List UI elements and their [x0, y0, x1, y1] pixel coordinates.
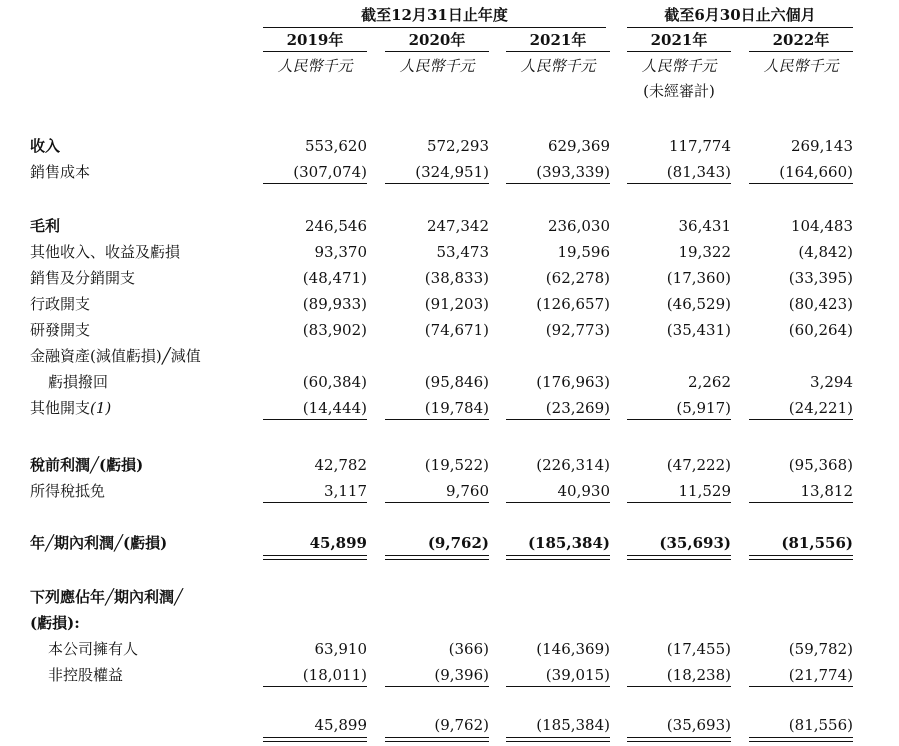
cell-admin-2021: (126,657): [536, 295, 610, 313]
cell-tax-2020: 9,760: [446, 482, 489, 500]
cell-gross-2020: 247,342: [426, 217, 489, 235]
total-double-rule: [749, 555, 853, 556]
year-group-rule: [263, 27, 606, 28]
cell-nci-h2022: (21,774): [788, 666, 853, 684]
cell-pretax-h2022: (95,368): [788, 456, 853, 474]
row-label-attributable-line2: (虧損):: [30, 614, 80, 632]
cell-gross-2019: 246,546: [304, 217, 367, 235]
cell-nci-2021: (39,015): [545, 666, 610, 684]
total-double-rule: [627, 559, 731, 560]
subtotal-rule: [263, 686, 367, 687]
total-double-rule: [627, 737, 731, 738]
cell-revenue-2019: 553,620: [304, 137, 367, 155]
cell-net-2021: (185,384): [527, 534, 610, 552]
unit-label-h2021: 人民幣千元: [641, 57, 717, 75]
subtotal-rule: [385, 419, 489, 420]
row-label-revenue: 收入: [30, 137, 61, 155]
cell-total-2019: 45,899: [314, 716, 367, 734]
cell-admin-2019: (89,933): [302, 295, 367, 313]
halfyear-header-2022: 2022年: [772, 31, 830, 49]
subtotal-rule: [263, 419, 367, 420]
row-label-owners: 本公司擁有人: [48, 640, 139, 658]
halfyear-header-2021: 2021年: [650, 31, 708, 49]
cell-owners-2021: (146,369): [536, 640, 610, 658]
subtotal-rule: [749, 502, 853, 503]
cell-tax-2021: 40,930: [557, 482, 610, 500]
row-label-pre-tax: 稅前利潤╱(虧損): [30, 456, 144, 474]
row-label-net-profit: 年╱期內利潤╱(虧損): [30, 534, 168, 552]
cell-pretax-2019: 42,782: [314, 456, 367, 474]
footnote-marker: (1): [90, 399, 112, 417]
total-double-rule: [749, 741, 853, 742]
cell-owners-h2021: (17,455): [666, 640, 731, 658]
total-double-rule: [385, 741, 489, 742]
cell-other-exp-h2021: (5,917): [676, 399, 731, 417]
row-label-cost-of-sales: 銷售成本: [30, 163, 91, 181]
halfyear-rule-2021: [627, 51, 731, 52]
other-expenses-text: 其他開支: [30, 399, 91, 417]
cell-other-exp-2020: (19,784): [424, 399, 489, 417]
unit-label-2019: 人民幣千元: [277, 57, 353, 75]
cell-admin-h2021: (46,529): [666, 295, 731, 313]
cell-rnd-2020: (74,671): [424, 321, 489, 339]
row-label-selling: 銷售及分銷開支: [30, 269, 136, 287]
total-double-rule: [506, 555, 610, 556]
cell-other-exp-h2022: (24,221): [788, 399, 853, 417]
subtotal-rule: [749, 686, 853, 687]
cell-revenue-h2021: 117,774: [668, 137, 731, 155]
year-header-2019: 2019年: [286, 31, 344, 49]
cell-revenue-h2022: 269,143: [790, 137, 853, 155]
total-double-rule: [749, 559, 853, 560]
cell-owners-h2022: (59,782): [788, 640, 853, 658]
cell-tax-2019: 3,117: [324, 482, 367, 500]
subtotal-rule: [385, 183, 489, 184]
cell-tax-h2021: 11,529: [678, 482, 731, 500]
row-label-other-expenses: [30, 399, 111, 417]
cell-other-exp-2019: (14,444): [302, 399, 367, 417]
cell-gross-h2021: 36,431: [678, 217, 731, 235]
row-label-income-tax: 所得稅抵免: [30, 482, 106, 500]
cell-other-income-2021: 19,596: [557, 243, 610, 261]
cell-rnd-h2021: (35,431): [666, 321, 731, 339]
subtotal-rule: [749, 419, 853, 420]
cell-revenue-2020: 572,293: [426, 137, 489, 155]
row-label-impairment-line1: 金融資產(減值虧損)╱減值: [30, 347, 201, 365]
cell-owners-2020: (366): [448, 640, 489, 658]
cell-admin-h2022: (80,423): [788, 295, 853, 313]
cell-total-h2021: (35,693): [666, 716, 731, 734]
row-label-gross-profit: 毛利: [30, 217, 61, 235]
cell-nci-h2021: (18,238): [666, 666, 731, 684]
cell-other-income-h2022: (4,842): [798, 243, 853, 261]
halfyear-rule-2022: [749, 51, 853, 52]
total-double-rule: [385, 555, 489, 556]
total-double-rule: [263, 555, 367, 556]
cell-nci-2020: (9,396): [434, 666, 489, 684]
subtotal-rule: [263, 502, 367, 503]
cell-rnd-2019: (83,902): [302, 321, 367, 339]
subtotal-rule: [749, 183, 853, 184]
total-double-rule: [627, 741, 731, 742]
subtotal-rule: [506, 183, 610, 184]
cell-nci-2019: (18,011): [302, 666, 367, 684]
cell-other-exp-2021: (23,269): [545, 399, 610, 417]
cell-total-h2022: (81,556): [788, 716, 853, 734]
cell-cost-2021: (393,339): [536, 163, 610, 181]
row-label-admin: 行政開支: [30, 295, 91, 313]
row-label-other-income: 其他收入、收益及虧損: [30, 243, 181, 261]
cell-other-income-h2021: 19,322: [678, 243, 731, 261]
cell-gross-2021: 236,030: [547, 217, 610, 235]
unit-label-h2022: 人民幣千元: [763, 57, 839, 75]
year-rule-2019: [263, 51, 367, 52]
unaudited-label: (未經審計): [643, 82, 715, 100]
row-label-nci: 非控股權益: [48, 666, 124, 684]
cell-cost-h2022: (164,660): [779, 163, 853, 181]
total-double-rule: [263, 737, 367, 738]
cell-impairment-h2021: 2,262: [688, 373, 731, 391]
subtotal-rule: [263, 183, 367, 184]
cell-gross-h2022: 104,483: [790, 217, 853, 235]
cell-rnd-2021: (92,773): [545, 321, 610, 339]
subtotal-rule: [506, 502, 610, 503]
cell-net-h2022: (81,556): [781, 534, 853, 552]
cell-cost-2019: (307,074): [293, 163, 367, 181]
total-double-rule: [263, 559, 367, 560]
year-rule-2021: [506, 51, 610, 52]
cell-selling-2019: (48,471): [302, 269, 367, 287]
cell-selling-2020: (38,833): [424, 269, 489, 287]
year-header-2020: 2020年: [408, 31, 466, 49]
cell-impairment-h2022: 3,294: [810, 373, 853, 391]
cell-impairment-2021: (176,963): [536, 373, 610, 391]
cell-selling-h2022: (33,395): [788, 269, 853, 287]
cell-selling-h2021: (17,360): [666, 269, 731, 287]
cell-net-2019: 45,899: [309, 534, 367, 552]
cell-pretax-h2021: (47,222): [666, 456, 731, 474]
total-double-rule: [506, 741, 610, 742]
cell-owners-2019: 63,910: [314, 640, 367, 658]
row-label-impairment-line2: 虧損撥回: [48, 373, 109, 391]
subtotal-rule: [627, 419, 731, 420]
cell-rnd-h2022: (60,264): [788, 321, 853, 339]
year-header-2021: 2021年: [529, 31, 587, 49]
unit-label-2020: 人民幣千元: [399, 57, 475, 75]
six-months-header: 截至6月30日止六個月: [664, 6, 816, 24]
cell-cost-h2021: (81,343): [666, 163, 731, 181]
cell-total-2020: (9,762): [434, 716, 489, 734]
subtotal-rule: [627, 502, 731, 503]
year-ended-header: 截至12月31日止年度: [361, 6, 508, 24]
subtotal-rule: [506, 419, 610, 420]
row-label-rnd: 研發開支: [30, 321, 91, 339]
cell-impairment-2020: (95,846): [424, 373, 489, 391]
cell-other-income-2020: 53,473: [436, 243, 489, 261]
cell-other-income-2019: 93,370: [314, 243, 367, 261]
total-double-rule: [506, 737, 610, 738]
cell-tax-h2022: 13,812: [800, 482, 853, 500]
cell-cost-2020: (324,951): [415, 163, 489, 181]
cell-revenue-2021: 629,369: [547, 137, 610, 155]
total-double-rule: [385, 559, 489, 560]
total-double-rule: [385, 737, 489, 738]
total-double-rule: [506, 559, 610, 560]
halfyear-group-rule: [627, 27, 853, 28]
cell-total-2021: (185,384): [536, 716, 610, 734]
total-double-rule: [627, 555, 731, 556]
subtotal-rule: [627, 686, 731, 687]
cell-impairment-2019: (60,384): [302, 373, 367, 391]
cell-pretax-2021: (226,314): [536, 456, 610, 474]
cell-pretax-2020: (19,522): [424, 456, 489, 474]
unit-label-2021: 人民幣千元: [520, 57, 596, 75]
year-rule-2020: [385, 51, 489, 52]
cell-net-h2021: (35,693): [659, 534, 731, 552]
subtotal-rule: [385, 502, 489, 503]
total-double-rule: [749, 737, 853, 738]
cell-admin-2020: (91,203): [424, 295, 489, 313]
row-label-attributable-line1: 下列應佔年╱期內利潤╱: [30, 588, 184, 606]
total-double-rule: [263, 741, 367, 742]
cell-net-2020: (9,762): [427, 534, 489, 552]
subtotal-rule: [506, 686, 610, 687]
cell-selling-2021: (62,278): [545, 269, 610, 287]
subtotal-rule: [627, 183, 731, 184]
subtotal-rule: [385, 686, 489, 687]
